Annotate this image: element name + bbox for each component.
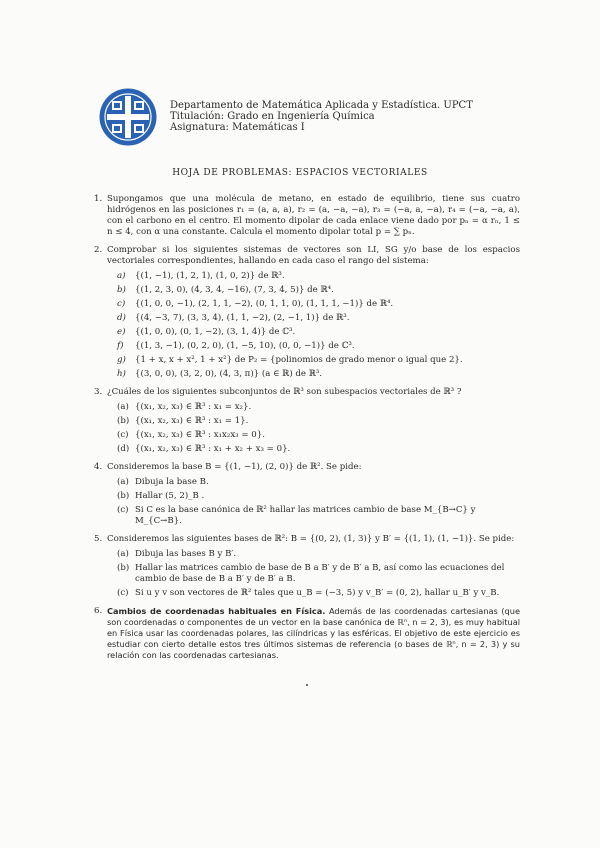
sub-item-list <box>107 549 520 599</box>
sub-item-text: Hallar (5, 2)_B . <box>135 491 205 501</box>
department-line: Departamento de Matemática Aplicada y Estadística. UPCT <box>170 100 473 111</box>
sub-item-text: {(1, −1), (1, 2, 1), (1, 0, 2)} de ℝ³. <box>135 271 285 281</box>
sub-item <box>117 327 520 338</box>
sub-item <box>117 563 520 585</box>
sub-item-label: (b) <box>117 416 130 426</box>
sub-item-label: (c) <box>117 588 129 598</box>
sub-item <box>117 588 520 599</box>
sub-item <box>117 285 520 296</box>
problem-number: 4. <box>94 462 103 472</box>
sub-item-label: f) <box>117 341 124 351</box>
sub-item <box>117 402 520 413</box>
sub-item-label: (a) <box>117 477 129 487</box>
problem-text: Consideremos la base B = {(1, −1), (2, 0)} de ℝ². Se pide: <box>107 462 362 472</box>
sub-item-text: {(x₁, x₂, x₃) ∈ ℝ³ : x₁ = 1}. <box>135 416 249 426</box>
sub-item-text: {(4, −3, 7), (3, 3, 4), (1, 1, −2), (2, −1, 1)} de ℝ³. <box>135 313 350 323</box>
sub-item <box>117 355 520 366</box>
sub-item <box>117 299 520 310</box>
problem-text: Comprobar si los siguientes sistemas de vectores son LI, SG y/o base de los espacios vectoriales correspondientes, hallando en cada caso el rango del sistema: <box>107 245 520 266</box>
sub-item-label: c) <box>117 299 126 309</box>
sub-item-text: {(1, 0, 0), (0, 1, −2), (3, 1, 4)} de ℂ³. <box>135 327 296 337</box>
problem-text: Supongamos que una molécula de metano, en estado de equilibrio, tiene sus cuatro hidrógenos en las posiciones r₁ = (a, a, a), r₂ = (a, −a, −a), r₃ = (−a, a, −a), r₄ = (−a, −a, a), con el carbono en el centro. El momento dipolar de cada enlace viene dado por pₙ = α rₙ, 1 ≤ n ≤ 4, con α una constante. Calcula el momento dipolar total p = ∑ pₙ. <box>107 194 520 237</box>
problem-number: 6. <box>94 606 103 616</box>
sub-item-text: {(3, 0, 0), (3, 2, 0), (4, 3, π)} (a ∈ ℝ) de ℝ³. <box>135 369 323 379</box>
sub-item-label: (b) <box>117 491 130 501</box>
sub-item-text: Hallar las matrices cambio de base de B a B′ y de B′ a B, así como las ecuaciones del cambio de base de B a B′ y de B′ a B. <box>135 563 505 584</box>
problem-3 <box>94 387 520 455</box>
sub-item <box>117 313 520 324</box>
sub-item-label: (a) <box>117 549 129 559</box>
sub-item <box>117 491 520 502</box>
sub-item-text: {(1, 3, −1), (0, 2, 0), (1, −5, 10), (0, 0, −1)} de ℂ³. <box>135 341 355 351</box>
degree-line: Titulación: Grado en Ingeniería Química <box>170 111 375 122</box>
sub-item <box>117 430 520 441</box>
sub-item-label: b) <box>117 285 126 295</box>
problem-5 <box>94 534 520 599</box>
sub-item-list <box>107 477 520 527</box>
problem-6 <box>94 606 520 661</box>
sub-item <box>117 416 520 427</box>
problem-4 <box>94 462 520 527</box>
sub-item-list <box>107 402 520 455</box>
sub-item-list <box>107 271 520 380</box>
sub-item-label: e) <box>117 327 126 337</box>
sub-item-text: {(1, 2, 3, 0), (4, 3, 4, −16), (7, 3, 4, 5)} de ℝ⁴. <box>135 285 334 295</box>
sub-item <box>117 369 520 380</box>
sub-item-text: {(x₁, x₂, x₃) ∈ ℝ³ : x₁ + x₂ + x₃ = 0}. <box>135 444 291 454</box>
university-seal-icon <box>99 88 157 146</box>
sub-item-label: d) <box>117 313 126 323</box>
sub-item-label: (a) <box>117 402 129 412</box>
sub-item-text: Dibuja la base B. <box>135 477 209 487</box>
sub-item-text: Si C es la base canónica de ℝ² hallar las matrices cambio de base M_{B→C} y M_{C→B}. <box>135 505 476 526</box>
sub-item <box>117 444 520 455</box>
sub-item <box>117 271 520 282</box>
sub-item-label: (b) <box>117 563 130 573</box>
problem-body: Además de las coordenadas cartesianas (que son coordenadas o componentes de un vector en la base canónica de ℝⁿ, n = 2, 3), es muy habitual en Física usar las coordenadas polares, las cilíndricas y las esféricas. El objetivo de este ejercicio es estudiar con cierto detalle estos tres últimos sistemas de referencia (o bases de ℝⁿ, n = 2, 3) y su relación con las coordenadas cartesianas. <box>107 606 520 660</box>
sub-item-text: Si u y v son vectores de ℝ² tales que u_B = (−3, 5) y v_B′ = (0, 2), hallar u_B′ y v_B. <box>135 588 500 598</box>
sub-item-label: h) <box>117 369 126 379</box>
sub-item-label: a) <box>117 271 126 281</box>
problem-number: 3. <box>94 387 103 397</box>
sub-item-label: g) <box>117 355 126 365</box>
sub-item <box>117 477 520 488</box>
course-line: Asignatura: Matemáticas I <box>170 122 305 133</box>
sheet-title: HOJA DE PROBLEMAS: ESPACIOS VECTORIALES <box>172 168 428 178</box>
sub-item-text: {1 + x, x + x², 1 + x²} de P₂ = {polinomios de grado menor o igual que 2}. <box>135 355 463 365</box>
sub-item <box>117 549 520 560</box>
sub-item-text: {(1, 0, 0, −1), (2, 1, 1, −2), (0, 1, 1, 0), (1, 1, 1, −1)} de ℝ⁴. <box>135 299 394 309</box>
problem-text <box>107 606 520 661</box>
problem-number: 2. <box>94 245 103 255</box>
sub-item-label: (c) <box>117 430 129 440</box>
sub-item <box>117 341 520 352</box>
problem-text: ¿Cuáles de los siguientes subconjuntos de ℝ³ son subespacios vectoriales de ℝ³ ? <box>107 387 462 397</box>
sub-item-label: (d) <box>117 444 130 454</box>
stray-mark <box>306 684 308 686</box>
problem-number: 5. <box>94 534 103 544</box>
document-header <box>170 100 473 133</box>
sub-item-text: Dibuja las bases B y B′. <box>135 549 237 559</box>
problem-heading: Cambios de coordenadas habituales en Física. <box>107 606 326 616</box>
problem-1 <box>94 194 520 238</box>
problem-number: 1. <box>94 194 103 204</box>
problem-2 <box>94 245 520 380</box>
sub-item-text: {(x₁, x₂, x₃) ∈ ℝ³ : x₁ = x₂}. <box>135 402 252 412</box>
problem-list <box>94 194 520 668</box>
sub-item-label: (c) <box>117 505 129 515</box>
sub-item <box>117 505 520 527</box>
sub-item-text: {(x₁, x₂, x₃) ∈ ℝ³ : x₁x₂x₃ = 0}. <box>135 430 265 440</box>
problem-text: Consideremos las siguientes bases de ℝ²: B = {(0, 2), (1, 3)} y B′ = {(1, 1), (1, −1)}. Se pide: <box>107 534 515 544</box>
